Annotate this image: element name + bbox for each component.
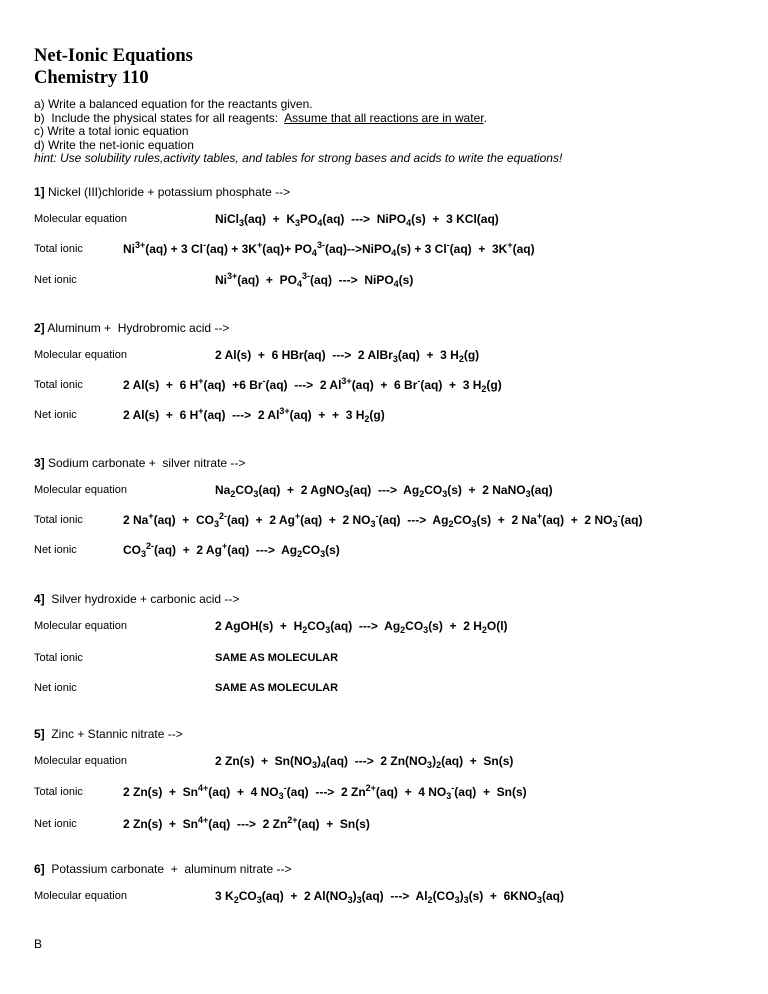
problem-2-net-ionic-equation: 2 Al(s) + 6 H+(aq) ---> 2 $Al^{3+}(aq)$ + + 3 $H_2(g)$ (123, 406, 385, 424)
course-subtitle: Chemistry 110 (34, 68, 149, 88)
instruction-d: d) Write the net-ionic equation (34, 137, 194, 152)
problem-3-molecular-equation: $Na_2CO_3(aq) + 2$ AgNO$_3$(aq) ---> $Ag_2CO_3(s) + 2$ NaNO$_3$(aq) (215, 483, 553, 499)
label-net-ionic: Net ionic (34, 274, 77, 286)
problem-1-total-ionic-equation: $Ni^{3+}(aq) + 3$ $Cl^-(aq) + 3K^+(aq)+ PO_4^{3-}(aq)-->NiPO_4(s) + 3$ Cl-(aq) + 3K+(aq) (123, 240, 535, 258)
instruction-c: c) Write a total ionic equation (34, 124, 189, 138)
problem-3-prompt: 3] Sodium carbonate + silver nitrate --> (34, 456, 246, 470)
label-net-ionic: Net ionic (34, 409, 77, 421)
problem-6-prompt: 6] Potassium carbonate + aluminum nitrate --> (34, 862, 292, 876)
label-molecular: Molecular equation (34, 620, 127, 632)
label-net-ionic: Net ionic (34, 818, 77, 830)
label-net-ionic: Net ionic (34, 682, 77, 694)
instruction-b: b) Include the physical states for all reagents: Assume that all reactions are in water. (34, 110, 487, 125)
label-net-ionic: Net ionic (34, 544, 77, 556)
problem-5-prompt: 5] Zinc + Stannic nitrate --> (34, 727, 183, 741)
document-title: Net-Ionic Equations (34, 46, 193, 66)
label-molecular: Molecular equation (34, 755, 127, 767)
problem-4-molecular-equation: 2 AgOH(s) + $H_2CO_3(aq)$ ---> $Ag_2CO_3(s) + 2$ $H_2O(l)$ (215, 619, 508, 635)
instruction-a: a) Write a balanced equation for the reactants given. (34, 97, 313, 111)
label-total-ionic: Total ionic (34, 786, 83, 798)
instructions-list (34, 98, 562, 166)
problem-6-molecular-equation: 3 $K_2CO_3(aq) + 2$ $Al(NO_3)_3(aq)$ ---> $Al_2(CO_3)_3(s) + 6KNO_3(aq)$ (215, 889, 564, 905)
problem-3-net-ionic-equation: $CO_3^{2-}(aq) + 2$ Ag+(aq) ---> $Ag_2CO_3(s)$ (123, 541, 340, 559)
problem-1-prompt: 1] Nickel (III)chloride + potassium phosphate --> (34, 185, 291, 199)
label-total-ionic: Total ionic (34, 652, 83, 664)
label-total-ionic: Total ionic (34, 514, 83, 526)
problem-2-prompt: 2] Aluminum + Hydrobromic acid --> (34, 321, 230, 335)
problem-1-molecular-equation: NiCl$_3$(aq) + $K_3PO_4(aq)$ ---> NiPO$_4$(s) + 3 KCl(aq) (215, 212, 499, 228)
label-total-ionic: Total ionic (34, 243, 83, 255)
problem-5-total-ionic-equation: 2 $Zn(s) + Sn^{4+}(aq) + 4$ $NO_3^-(aq)$ ---> 2 $Zn^{2+}(aq) + 4$ $NO_3^-(aq) + Sn(s)$ (123, 783, 527, 801)
label-molecular: Molecular equation (34, 484, 127, 496)
problem-5-molecular-equation: 2 $Zn(s) + Sn(NO_3)_4(aq)$ ---> 2 $Zn(NO_3)_2(aq) + Sn(s)$ (215, 754, 514, 770)
problem-4-total-ionic-equation: SAME AS MOLECULAR (215, 652, 339, 664)
problem-2-molecular-equation: 2 Al(s) + 6 HBr(aq) ---> 2 AlBr$_3$(aq) + 3 $H_2(g)$ (215, 348, 480, 364)
label-molecular: Molecular equation (34, 890, 127, 902)
label-molecular: Molecular equation (34, 213, 127, 225)
problem-4-net-ionic-equation: SAME AS MOLECULAR (215, 682, 339, 694)
problem-3-total-ionic-equation: 2 $Na^+(aq) + CO_3^{2-}(aq) + 2$ Ag+(aq) + 2 $NO_3^-(aq)$ ---> $Ag_2CO_3(s) + 2$ Na+(aq) + 2 $NO_3^-(aq)$ (123, 511, 643, 529)
problem-1-net-ionic-equation: $Ni^{3+}(aq) + PO_4^{3-}(aq)$ ---> NiPO$_4$(s) (215, 271, 414, 289)
footer-letter: B (34, 937, 43, 951)
hint-text: hint: Use solubility rules,activity tables, and tables for strong bases and acids to write the equations! (34, 151, 563, 165)
label-total-ionic: Total ionic (34, 379, 83, 391)
problem-4-prompt: 4] Silver hydroxide + carbonic acid --> (34, 592, 240, 606)
problem-2-total-ionic-equation: 2 Al(s) + 6 H+(aq) +6 Br-(aq) ---> 2 $Al^{3+}(aq) + 6$ Br-(aq) + 3 $H_2(g)$ (123, 376, 502, 394)
problem-5-net-ionic-equation: 2 $Zn(s) + Sn^{4+}(aq)$ ---> 2 $Zn^{2+}(aq) + Sn(s)$ (123, 815, 370, 831)
instruction-b-emphasis: Assume that all reactions are in water (284, 110, 484, 125)
label-molecular: Molecular equation (34, 349, 127, 361)
